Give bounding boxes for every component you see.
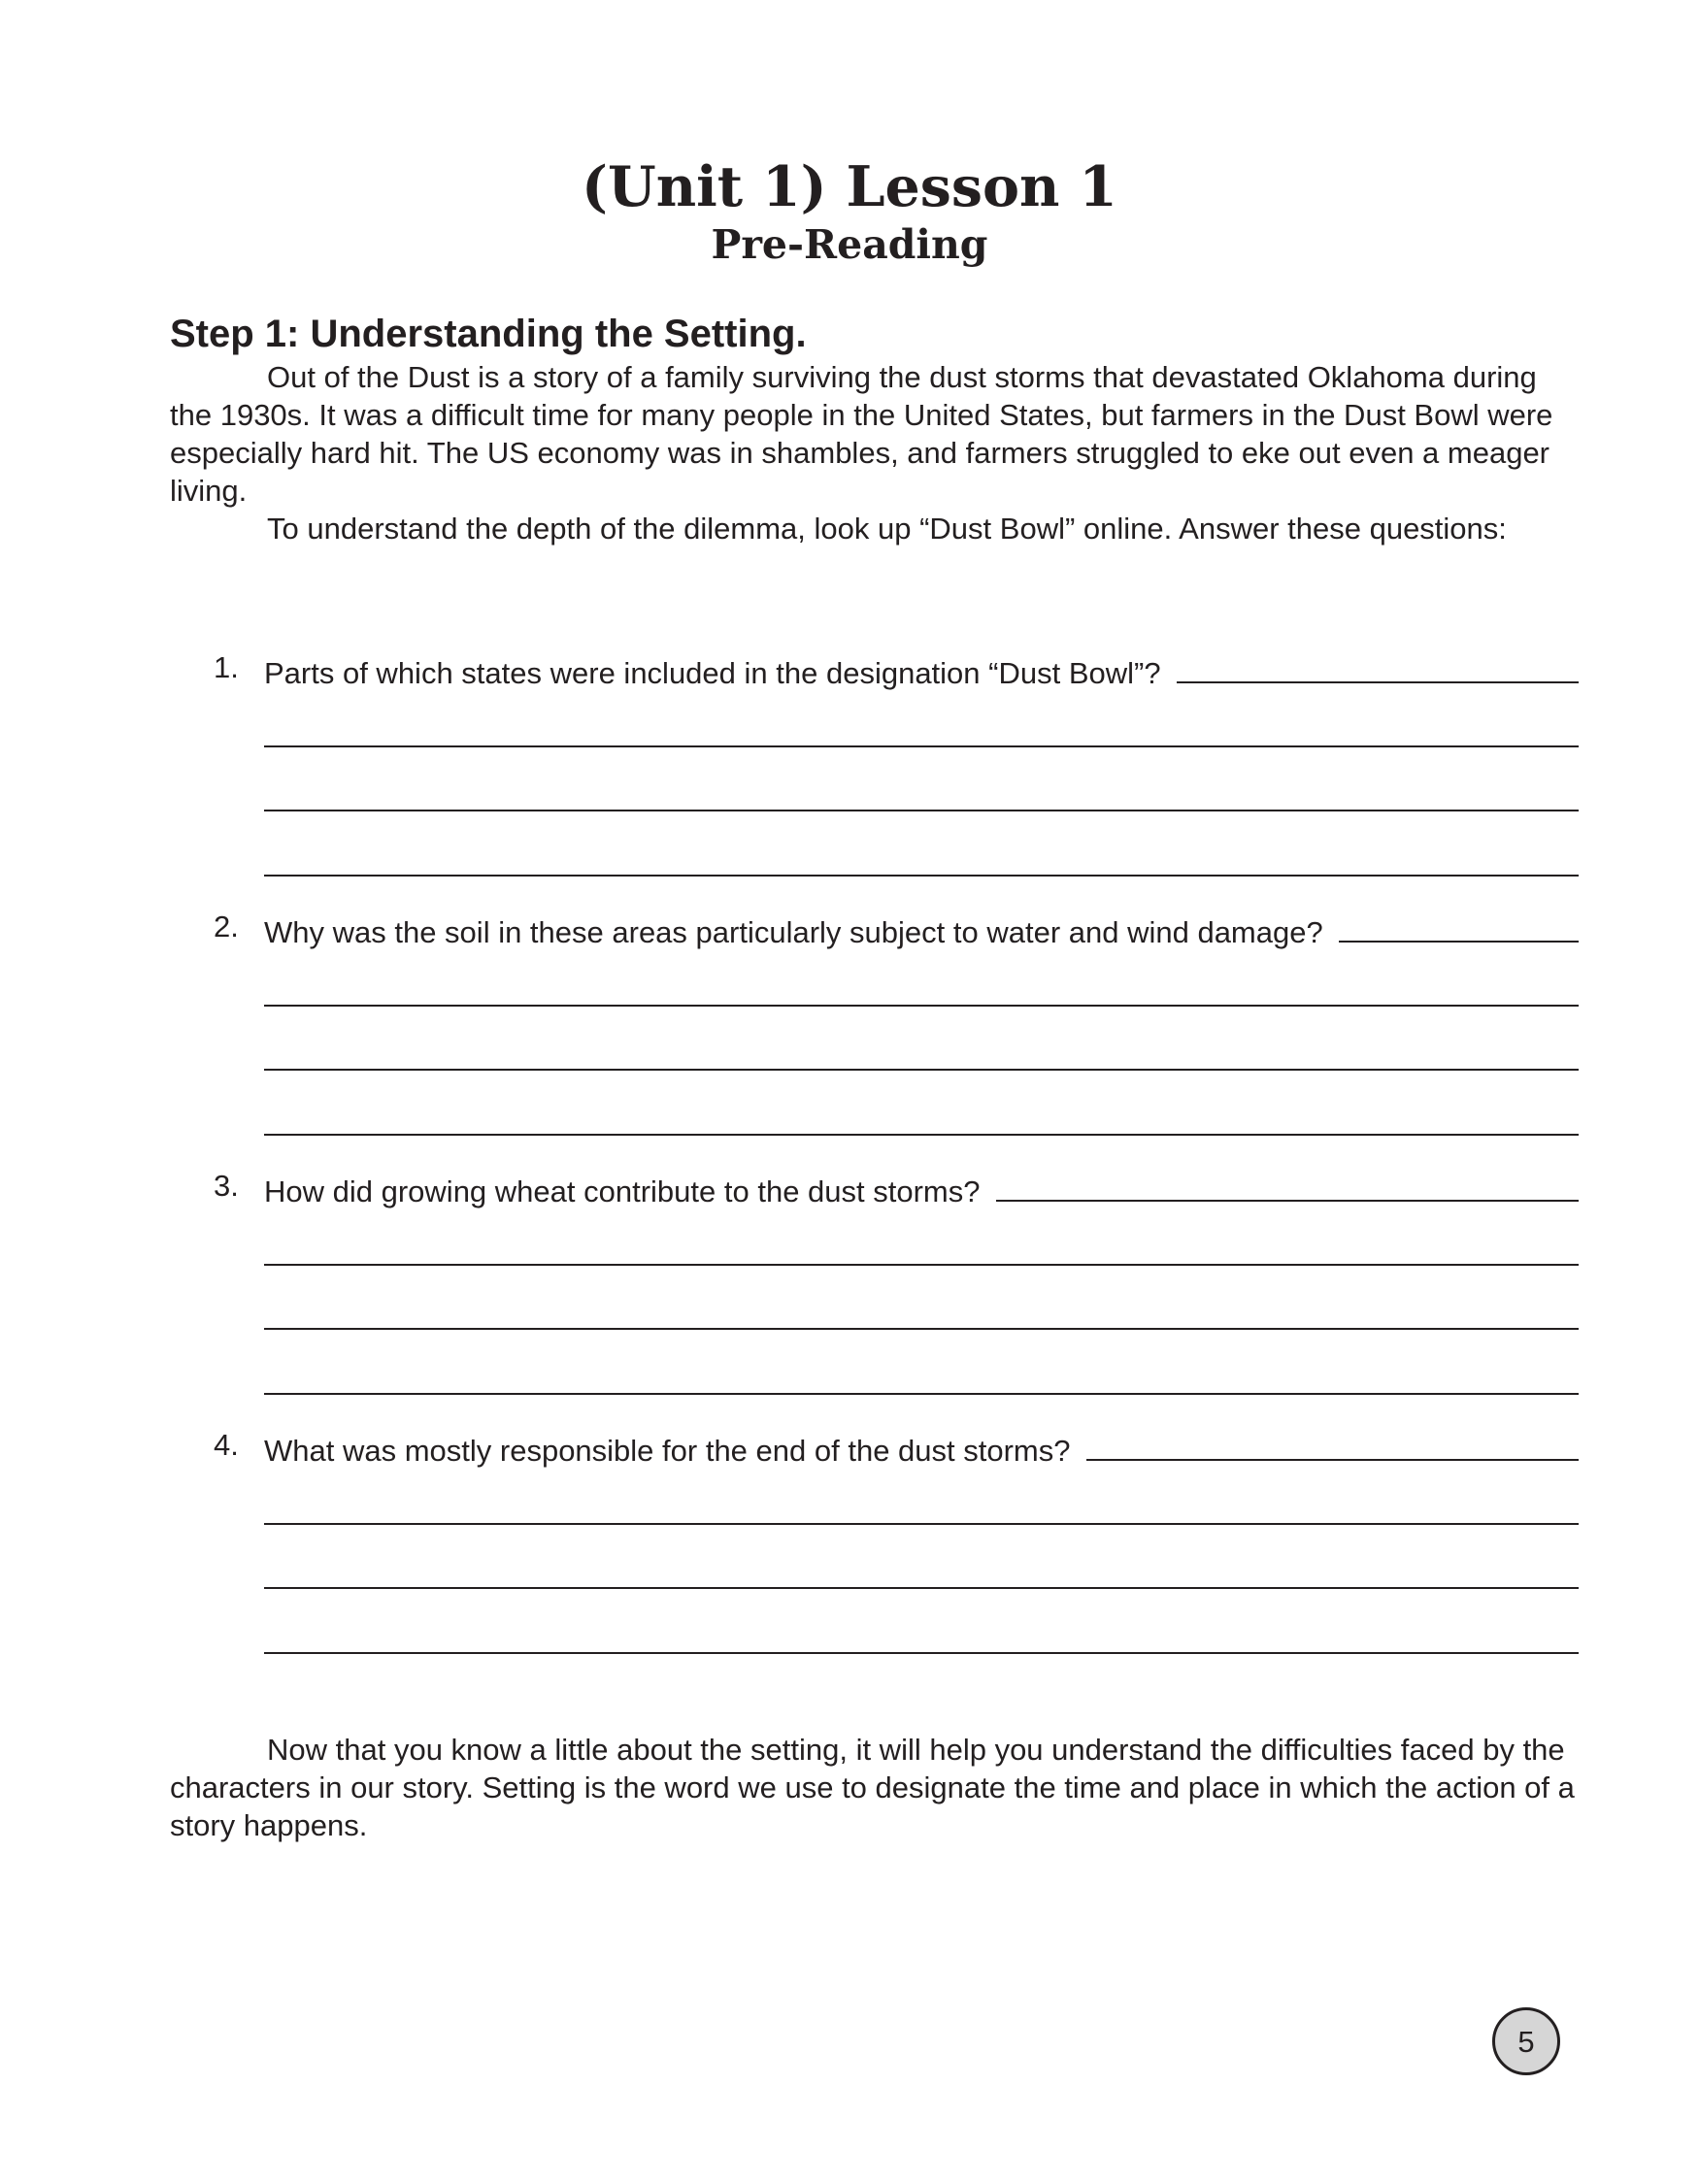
intro-paragraph: Out of the Dust is a story of a family surviving the dust storms that devastated Oklahoma during the 1930s. It was a difficult time for many people in the United States, but farmers in the Dust Bowl were especially hard hit. The US economy was in shambles, and farmers struggled to eke out even a meager living. (170, 360, 1553, 508)
answer-line-inline[interactable] (1177, 648, 1579, 683)
answer-line-inline[interactable] (1339, 908, 1579, 943)
question-number: 4. (214, 1428, 239, 1462)
page-subtitle: Pre-Reading (711, 221, 988, 268)
question-row (264, 908, 1579, 952)
answer-line[interactable] (264, 1328, 1579, 1330)
question-text: Why was the soil in these areas particularly subject to water and wind damage? (264, 915, 1323, 949)
page-number: 5 (1517, 2024, 1535, 2059)
question-text: Parts of which states were included in the designation “Dust Bowl”? (264, 656, 1161, 690)
page-number-badge (1492, 2007, 1560, 2075)
answer-line[interactable] (264, 810, 1579, 811)
answer-line[interactable] (264, 875, 1579, 877)
instructions-paragraph: To understand the depth of the dilemma, look up “Dust Bowl” online. Answer these questions: (267, 512, 1507, 546)
answer-line[interactable] (264, 1587, 1579, 1589)
question-text: What was mostly responsible for the end of the dust storms? (264, 1434, 1071, 1468)
page-title: (Unit 1) Lesson 1 (582, 154, 1117, 219)
answer-line[interactable] (264, 1005, 1579, 1007)
question-1 (0, 648, 1699, 690)
question-2 (0, 908, 1699, 949)
answer-line[interactable] (264, 1264, 1579, 1266)
question-row (264, 1426, 1579, 1471)
answer-line[interactable] (264, 1069, 1579, 1071)
question-row (264, 648, 1579, 693)
question-number: 1. (214, 650, 239, 684)
step-heading: Step 1: Understanding the Setting. (170, 313, 807, 355)
answer-line-inline[interactable] (996, 1167, 1580, 1202)
answer-line[interactable] (264, 1523, 1579, 1525)
question-3 (0, 1167, 1699, 1206)
question-4 (0, 1426, 1699, 1468)
answer-line-inline[interactable] (1086, 1426, 1580, 1461)
question-text: How did growing wheat contribute to the dust storms? (264, 1175, 981, 1208)
answer-line[interactable] (264, 745, 1579, 747)
question-row (264, 1167, 1579, 1211)
closing-paragraph: Now that you know a little about the setting, it will help you understand the difficulties faced by the characters in our story. Setting is the word we use to designate the time and place in which the action of a story happens. (170, 1733, 1575, 1842)
answer-line[interactable] (264, 1134, 1579, 1136)
answer-line[interactable] (264, 1652, 1579, 1654)
answer-line[interactable] (264, 1393, 1579, 1395)
question-number: 2. (214, 910, 239, 943)
question-number: 3. (214, 1169, 239, 1203)
